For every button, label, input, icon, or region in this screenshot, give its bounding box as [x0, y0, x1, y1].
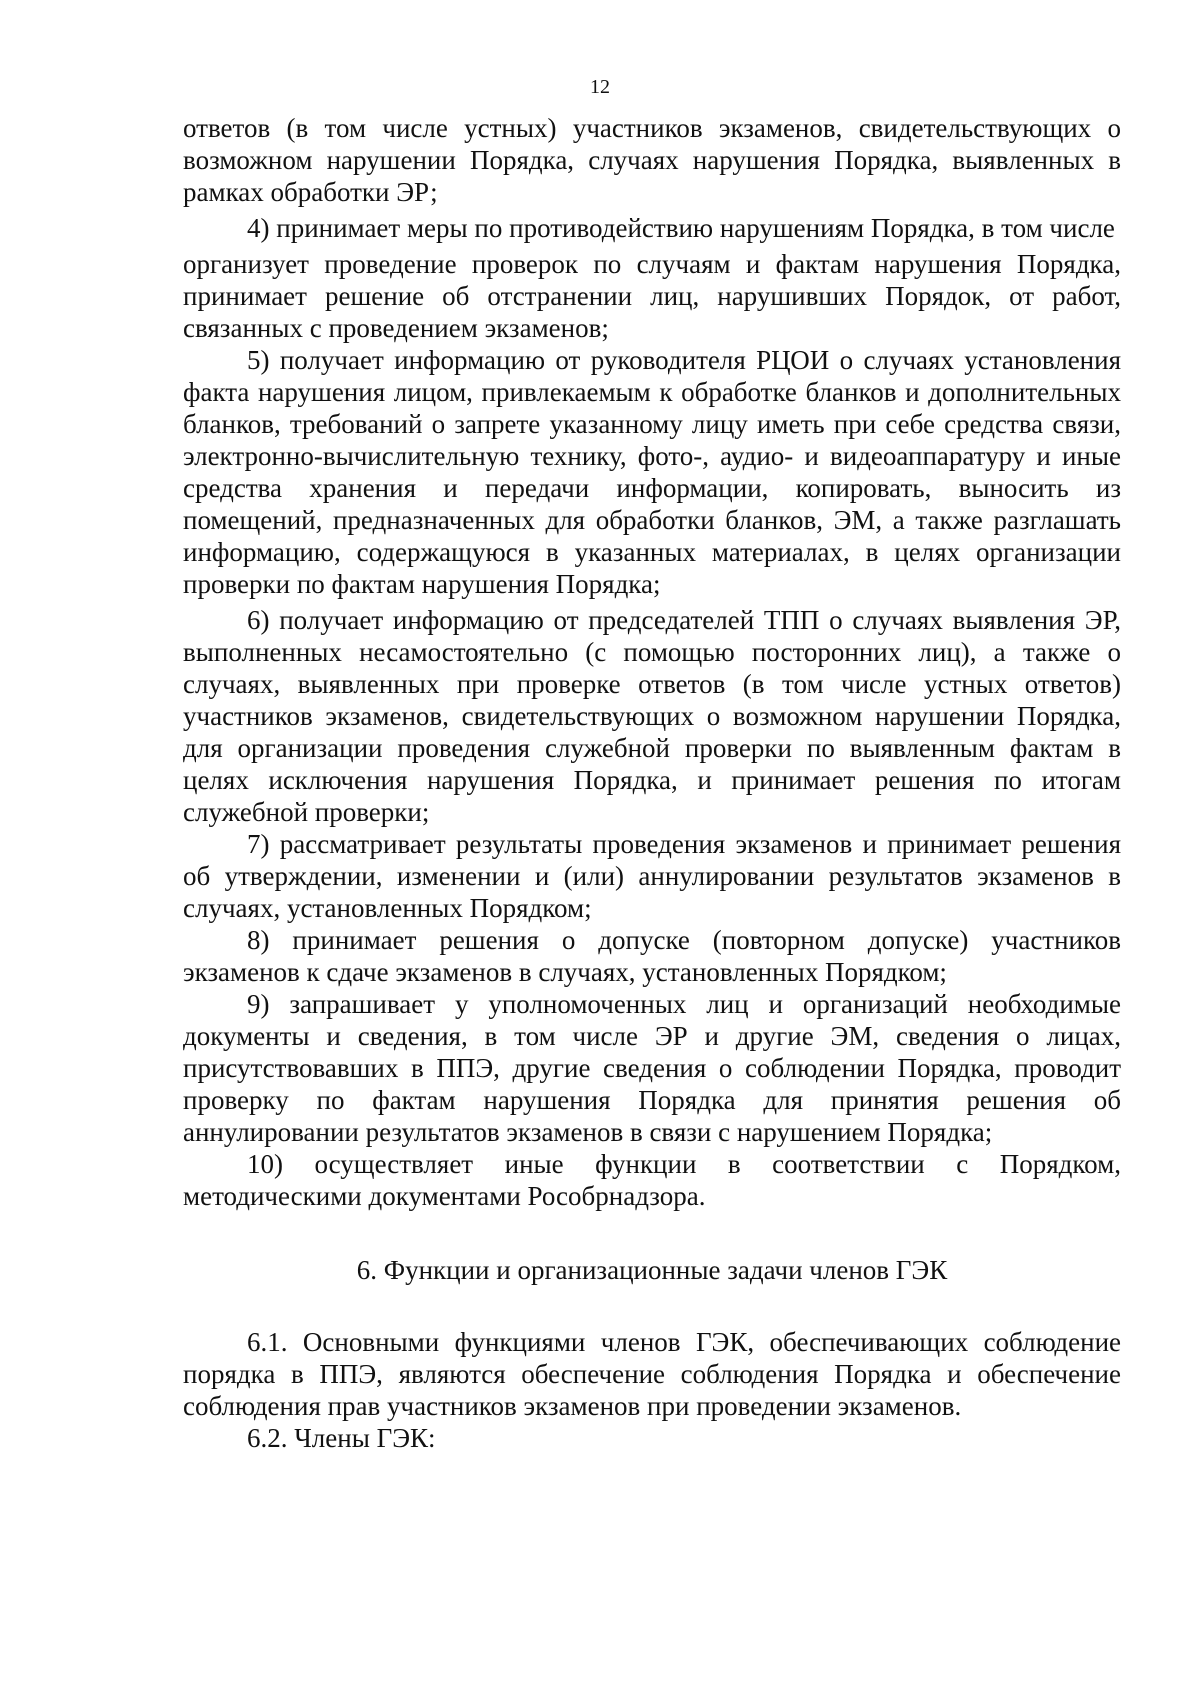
page-number: 12 [590, 76, 610, 98]
paragraph-item-6: 6) получает информацию от председателей ТПП о случаях выявления ЭР, выполненных несамостоятельно (с помощью посторонних лиц), а также о случаях, выявленных при проверке ответов (в том числе устных ответов) участников экзаменов, свидетельствующих о возможном нарушении Порядка, для организации проведения служебной проверки по выявленным фактам в целях исключения нарушения Порядка, и принимает решения по итогам служебной проверки; [183, 605, 1121, 827]
paragraph-item-5: 5) получает информацию от руководителя РЦОИ о случаях установления факта нарушения лицом, привлекаемым к обработке бланков и дополнительных бланков, требований о запрете указанному лицу иметь при себе средства связи, электронно-вычислительную технику, фото-, аудио- и видеоаппаратуру и иные средства хранения и передачи информации, копировать, выносить из помещений, предназначенных для обработки бланков, ЭМ, а также разглашать информацию, содержащуюся в указанных материалах, в целях организации проверки по фактам нарушения Порядка; [183, 345, 1121, 599]
paragraph-item-7: 7) рассматривает результаты проведения экзаменов и принимает решения об утверждении, изменении и (или) аннулировании результатов экзаменов в случаях, установленных Порядком; [183, 829, 1121, 923]
paragraph-6-1: 6.1. Основными функциями членов ГЭК, обеспечивающих соблюдение порядка в ППЭ, являются обеспечение соблюдения Порядка и обеспечение соблюдения прав участников экзаменов при проведении экзаменов. [183, 1327, 1121, 1421]
document-body [183, 112, 1121, 1454]
paragraph-item-9: 9) запрашивает у уполномоченных лиц и организаций необходимые документы и сведения, в том числе ЭР и другие ЭМ, сведения о лицах, присутствовавших в ППЭ, другие сведения о соблюдении Порядка, проводит проверку по фактам нарушения Порядка для принятия решения об аннулировании результатов экзаменов в связи с нарушением Порядка; [183, 989, 1121, 1147]
paragraph-item-10: 10) осуществляет иные функции в соответствии с Порядком, методическими документами Рособрнадзора. [183, 1149, 1121, 1211]
section-heading: 6. Функции и организационные задачи членов ГЭК [356, 1255, 948, 1285]
paragraph-item-4-continuation: организует проведение проверок по случаям и фактам нарушения Порядка, принимает решение об отстранении лиц, нарушивших Порядок, от работ, связанных с проведением экзаменов; [183, 249, 1121, 343]
paragraph-6-2: 6.2. Члены ГЭК: [247, 1423, 436, 1453]
paragraph-item-8: 8) принимает решения о допуске (повторном допуске) участников экзаменов к сдаче экзаменов в случаях, установленных Порядком; [183, 925, 1121, 987]
paragraph-item-4: 4) принимает меры по противодействию нарушениям Порядка, в том числе [247, 213, 1115, 243]
paragraph-continuation: ответов (в том числе устных) участников экзаменов, свидетельствующих о возможном нарушении Порядка, случаях нарушения Порядка, выявленных в рамках обработки ЭР; [183, 113, 1121, 207]
